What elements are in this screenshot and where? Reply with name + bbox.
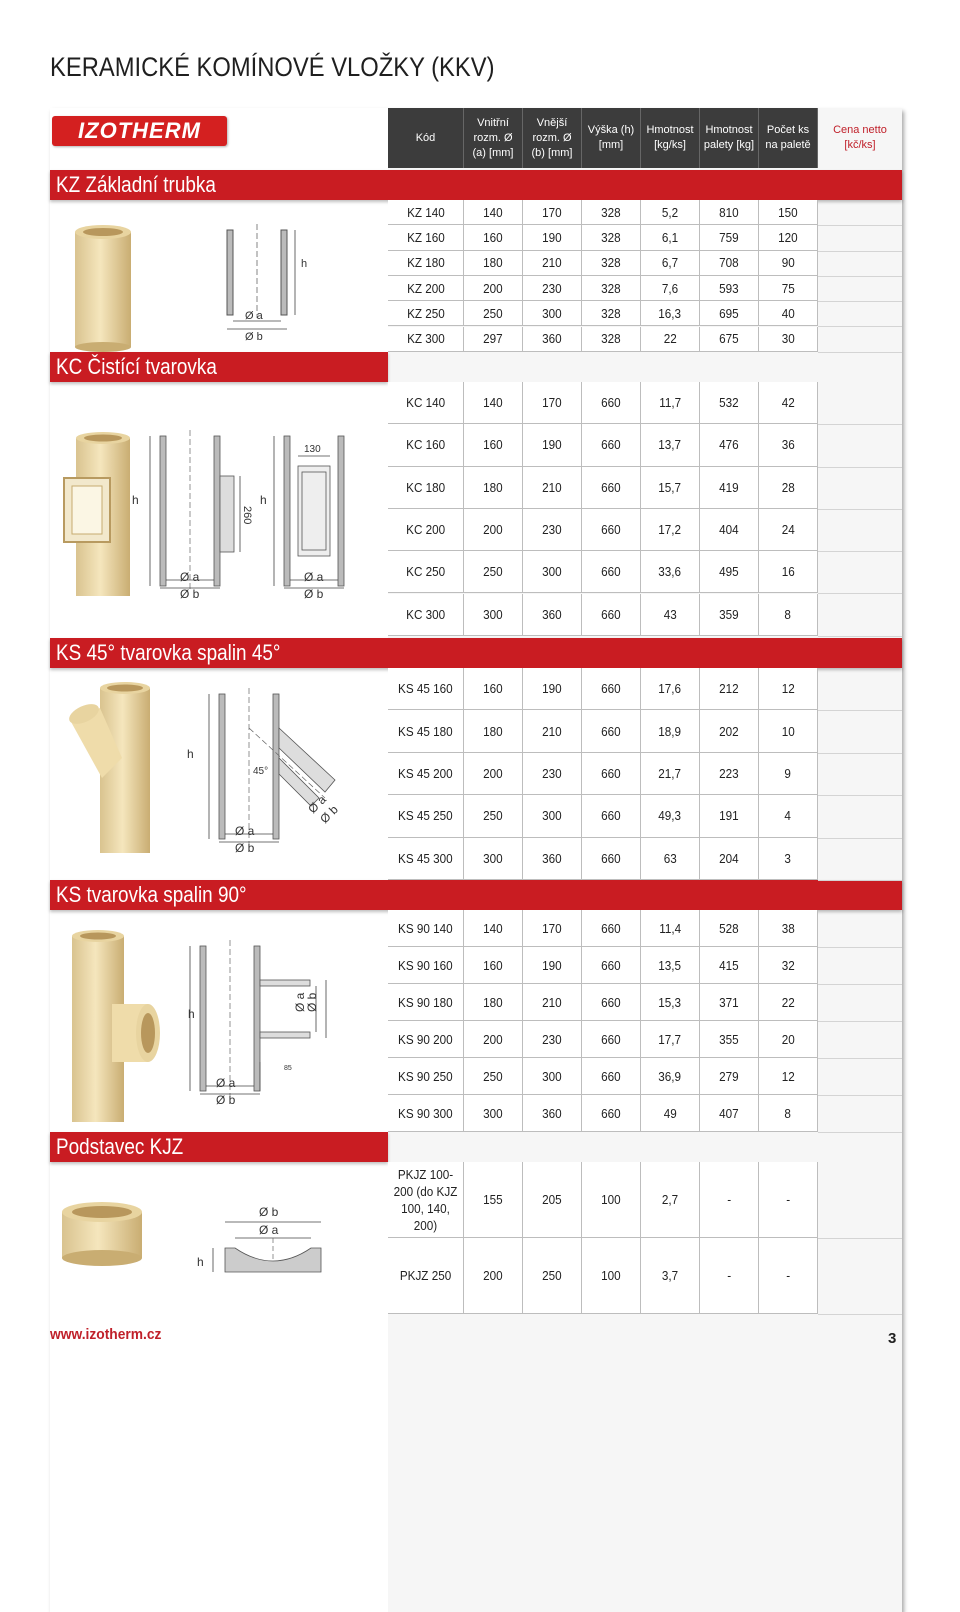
table-cell: 660: [582, 668, 641, 709]
product-code-cell: KS 45 300: [388, 838, 464, 879]
table-cell: 660: [582, 795, 641, 836]
table-cell: 180: [464, 251, 523, 275]
table-cell: 660: [582, 1058, 641, 1094]
product-code-cell: KZ 140: [388, 200, 464, 224]
table-cell: 415: [700, 947, 759, 983]
table-cell: 33,6: [641, 551, 700, 592]
kz-tube-drawing: [215, 222, 315, 342]
table-cell: 660: [582, 382, 641, 423]
svg-text:h: h: [188, 1007, 195, 1021]
column-header: Výška (h) [mm]: [582, 108, 641, 168]
svg-text:Ø b: Ø b: [235, 841, 255, 855]
table-cell: 200: [464, 1238, 523, 1313]
table-cell: 230: [523, 1021, 582, 1057]
product-code-cell: KC 180: [388, 467, 464, 508]
table-cell: 359: [700, 594, 759, 635]
table-cell: 250: [523, 1238, 582, 1313]
kc-fitting-drawing-front: [258, 430, 368, 605]
table-cell: 10: [759, 710, 818, 751]
table-cell: 11,4: [641, 910, 700, 946]
table-cell: 5,2: [641, 200, 700, 224]
table-cell: 24: [759, 509, 818, 550]
svg-text:h: h: [260, 493, 267, 507]
table-row: [388, 301, 818, 326]
table-cell: 328: [582, 225, 641, 249]
table-cell: 250: [464, 301, 523, 325]
table-cell: 38: [759, 910, 818, 946]
price-cell[interactable]: [818, 225, 902, 251]
table-cell: 660: [582, 467, 641, 508]
table-cell: 360: [523, 1095, 582, 1131]
table-cell: 223: [700, 753, 759, 794]
price-cell[interactable]: [818, 327, 902, 353]
svg-text:h: h: [197, 1255, 204, 1269]
svg-text:Ø a: Ø a: [305, 792, 329, 817]
price-cell[interactable]: [818, 1238, 902, 1315]
table-cell: 300: [523, 551, 582, 592]
table-cell: 2,7: [641, 1162, 700, 1237]
table-row: [388, 251, 818, 276]
table-cell: 3,7: [641, 1238, 700, 1313]
column-header: Počet ks na paletě: [759, 108, 818, 168]
table-cell: 17,7: [641, 1021, 700, 1057]
table-cell: 160: [464, 947, 523, 983]
svg-text:Ø b: Ø b: [180, 587, 200, 601]
table-row: [388, 467, 818, 509]
ks90-fitting-drawing: [180, 940, 355, 1120]
table-row: [388, 327, 818, 352]
table-cell: 170: [523, 910, 582, 946]
product-code-cell: KS 90 180: [388, 984, 464, 1020]
table-cell: 660: [582, 594, 641, 635]
table-cell: 17,2: [641, 509, 700, 550]
table-cell: 4: [759, 795, 818, 836]
pkjz-base-photo: [58, 1198, 148, 1278]
price-cell[interactable]: [818, 947, 902, 985]
table-row: [388, 795, 818, 837]
product-code-cell: KZ 180: [388, 251, 464, 275]
kz-tube-photo: [70, 222, 140, 352]
table-cell: 190: [523, 947, 582, 983]
section-title-kc: KC Čistící tvarovka: [56, 354, 217, 379]
table-cell: 708: [700, 251, 759, 275]
svg-text:h: h: [132, 493, 139, 507]
table-cell: 495: [700, 551, 759, 592]
price-cell[interactable]: [818, 594, 902, 637]
table-cell: 675: [700, 327, 759, 351]
product-code-cell: KC 200: [388, 509, 464, 550]
table-cell: 660: [582, 551, 641, 592]
table-row: [388, 1021, 818, 1058]
table-cell: 328: [582, 301, 641, 325]
table-row: [388, 1058, 818, 1095]
table-row: [388, 594, 818, 636]
table-cell: 419: [700, 467, 759, 508]
table-cell: 660: [582, 509, 641, 550]
ks45-fitting-photo: [62, 678, 172, 858]
table-cell: 6,7: [641, 251, 700, 275]
table-row: [388, 1162, 818, 1238]
ks90-fitting-photo: [62, 928, 162, 1128]
table-cell: 250: [464, 551, 523, 592]
svg-text:Ø a: Ø a: [293, 992, 307, 1012]
table-cell: 22: [759, 984, 818, 1020]
product-code-cell: KS 45 180: [388, 710, 464, 751]
table-cell: -: [700, 1162, 759, 1237]
table-cell: 18,9: [641, 710, 700, 751]
table-cell: 180: [464, 984, 523, 1020]
table-cell: 100: [582, 1162, 641, 1237]
table-cell: 30: [759, 327, 818, 351]
table-cell: 155: [464, 1162, 523, 1237]
section-title-ks90: KS tvarovka spalin 90°: [56, 882, 247, 907]
table-cell: 200: [464, 753, 523, 794]
table-cell: 660: [582, 984, 641, 1020]
table-row: [388, 753, 818, 795]
table-cell: 532: [700, 382, 759, 423]
table-cell: 759: [700, 225, 759, 249]
section-title-kz: KZ Základní trubka: [56, 172, 216, 197]
table-cell: 250: [464, 795, 523, 836]
svg-text:Ø b: Ø b: [216, 1093, 236, 1107]
website-link[interactable]: www.izotherm.cz: [50, 1326, 162, 1343]
table-cell: 15,3: [641, 984, 700, 1020]
product-code-cell: PKJZ 250: [388, 1238, 464, 1313]
section-title-ks45: KS 45° tvarovka spalin 45°: [56, 640, 281, 665]
table-cell: 8: [759, 594, 818, 635]
price-header: Cena netto [kč/ks]: [818, 108, 902, 168]
price-cell[interactable]: [818, 1162, 902, 1239]
svg-text:Ø b: Ø b: [304, 587, 324, 601]
table-row: [388, 910, 818, 947]
svg-text:Ø b: Ø b: [245, 331, 263, 342]
table-cell: 360: [523, 838, 582, 879]
svg-text:260: 260: [241, 506, 253, 525]
table-cell: 660: [582, 424, 641, 465]
svg-text:Ø b: Ø b: [317, 802, 341, 827]
table-cell: -: [700, 1238, 759, 1313]
table-cell: 40: [759, 301, 818, 325]
table-cell: 300: [523, 795, 582, 836]
table-cell: 90: [759, 251, 818, 275]
table-header: [388, 108, 818, 168]
svg-text:Ø a: Ø a: [304, 570, 324, 584]
table-cell: 204: [700, 838, 759, 879]
table-cell: 22: [641, 327, 700, 351]
table-cell: 371: [700, 984, 759, 1020]
table-cell: 230: [523, 509, 582, 550]
table-cell: 11,7: [641, 382, 700, 423]
svg-text:130: 130: [304, 444, 321, 455]
table-cell: 279: [700, 1058, 759, 1094]
table-cell: 191: [700, 795, 759, 836]
table-cell: 360: [523, 327, 582, 351]
price-cell[interactable]: [818, 301, 902, 327]
table-cell: 49,3: [641, 795, 700, 836]
table-cell: 15,7: [641, 467, 700, 508]
svg-text:Ø a: Ø a: [245, 310, 263, 322]
table-cell: 210: [523, 710, 582, 751]
price-cell[interactable]: [818, 838, 902, 881]
table-cell: 13,7: [641, 424, 700, 465]
table-row: [388, 1095, 818, 1132]
product-code-cell: KS 45 160: [388, 668, 464, 709]
table-row: [388, 710, 818, 752]
table-cell: 170: [523, 382, 582, 423]
table-cell: -: [759, 1162, 818, 1237]
price-cell[interactable]: [818, 509, 902, 552]
table-cell: 297: [464, 327, 523, 351]
product-code-cell: KZ 250: [388, 301, 464, 325]
table-cell: 140: [464, 382, 523, 423]
price-cell[interactable]: [818, 1095, 902, 1133]
svg-text:Ø a: Ø a: [216, 1076, 236, 1090]
table-cell: 20: [759, 1021, 818, 1057]
table-cell: 300: [464, 594, 523, 635]
table-cell: 355: [700, 1021, 759, 1057]
column-header: Hmotnost [kg/ks]: [641, 108, 700, 168]
product-code-cell: KC 140: [388, 382, 464, 423]
table-cell: 160: [464, 225, 523, 249]
product-code-cell: KS 90 200: [388, 1021, 464, 1057]
svg-text:Ø a: Ø a: [235, 824, 255, 838]
table-cell: 202: [700, 710, 759, 751]
price-cell[interactable]: [818, 382, 902, 425]
table-cell: 100: [582, 1238, 641, 1313]
table-cell: 21,7: [641, 753, 700, 794]
table-cell: 180: [464, 467, 523, 508]
table-cell: 190: [523, 225, 582, 249]
page-title: KERAMICKÉ KOMÍNOVÉ VLOŽKY (KKV): [50, 52, 495, 82]
table-cell: -: [759, 1238, 818, 1313]
table-cell: 250: [464, 1058, 523, 1094]
table-cell: 205: [523, 1162, 582, 1237]
table-cell: 404: [700, 509, 759, 550]
table-cell: 300: [464, 1095, 523, 1131]
price-cell[interactable]: [818, 200, 902, 226]
svg-text:Ø b: Ø b: [305, 992, 319, 1012]
table-cell: 120: [759, 225, 818, 249]
table-row: [388, 551, 818, 593]
table-row: [388, 200, 818, 225]
table-row: [388, 424, 818, 466]
product-code-cell: KZ 200: [388, 276, 464, 300]
table-cell: 660: [582, 710, 641, 751]
table-cell: 32: [759, 947, 818, 983]
table-cell: 160: [464, 424, 523, 465]
product-code-cell: KZ 160: [388, 225, 464, 249]
section-title-pkjz: Podstavec KJZ: [56, 1134, 184, 1159]
table-cell: 210: [523, 251, 582, 275]
table-cell: 810: [700, 200, 759, 224]
table-row: [388, 382, 818, 424]
price-cell[interactable]: [818, 910, 902, 948]
table-cell: 212: [700, 668, 759, 709]
product-code-cell: KS 90 140: [388, 910, 464, 946]
table-cell: 660: [582, 838, 641, 879]
table-cell: 328: [582, 276, 641, 300]
svg-text:45°: 45°: [253, 766, 269, 777]
table-cell: 593: [700, 276, 759, 300]
table-row: [388, 947, 818, 984]
table-cell: 7,6: [641, 276, 700, 300]
table-cell: 660: [582, 910, 641, 946]
table-cell: 230: [523, 276, 582, 300]
kc-fitting-drawing-side: [130, 430, 260, 605]
table-cell: 210: [523, 467, 582, 508]
table-row: [388, 1238, 818, 1314]
table-cell: 230: [523, 753, 582, 794]
table-cell: 140: [464, 200, 523, 224]
table-cell: 6,1: [641, 225, 700, 249]
table-cell: 12: [759, 668, 818, 709]
table-cell: 300: [464, 838, 523, 879]
table-cell: 180: [464, 710, 523, 751]
price-cell[interactable]: [818, 424, 902, 467]
product-code-cell: KC 300: [388, 594, 464, 635]
svg-text:Ø a: Ø a: [180, 570, 200, 584]
price-cell[interactable]: [818, 710, 902, 753]
table-cell: 660: [582, 1095, 641, 1131]
page-number: 3: [888, 1330, 897, 1347]
table-cell: 200: [464, 1021, 523, 1057]
table-cell: 190: [523, 668, 582, 709]
table-cell: 160: [464, 668, 523, 709]
price-cell[interactable]: [818, 984, 902, 1022]
table-cell: 170: [523, 200, 582, 224]
table-cell: 528: [700, 910, 759, 946]
column-header: Vnější rozm. Ø (b) [mm]: [523, 108, 582, 168]
svg-text:h: h: [187, 747, 194, 761]
product-code-cell: KS 45 250: [388, 795, 464, 836]
product-code-cell: KS 90 160: [388, 947, 464, 983]
table-cell: 28: [759, 467, 818, 508]
price-cell[interactable]: [818, 753, 902, 796]
table-cell: 17,6: [641, 668, 700, 709]
price-cell[interactable]: [818, 1058, 902, 1096]
svg-text:Ø b: Ø b: [259, 1205, 279, 1219]
table-cell: 140: [464, 910, 523, 946]
table-cell: 200: [464, 509, 523, 550]
product-code-cell: KZ 300: [388, 327, 464, 351]
table-row: [388, 509, 818, 551]
table-cell: 660: [582, 947, 641, 983]
table-cell: 660: [582, 753, 641, 794]
pkjz-base-drawing: [195, 1198, 345, 1298]
table-cell: 200: [464, 276, 523, 300]
table-cell: 476: [700, 424, 759, 465]
column-header: Kód: [388, 108, 464, 168]
price-cell[interactable]: [818, 251, 902, 277]
izotherm-logo: IZOTHERM: [52, 116, 227, 146]
table-cell: 16: [759, 551, 818, 592]
product-code-cell: KS 90 300: [388, 1095, 464, 1131]
table-row: [388, 838, 818, 880]
table-cell: 360: [523, 594, 582, 635]
table-cell: 407: [700, 1095, 759, 1131]
column-header: Hmotnost palety [kg]: [700, 108, 759, 168]
table-cell: 210: [523, 984, 582, 1020]
table-row: [388, 225, 818, 250]
table-cell: 300: [523, 301, 582, 325]
table-cell: 12: [759, 1058, 818, 1094]
table-cell: 660: [582, 1021, 641, 1057]
price-cell[interactable]: [818, 551, 902, 594]
table-cell: 300: [523, 1058, 582, 1094]
table-cell: 190: [523, 424, 582, 465]
product-code-cell: KC 250: [388, 551, 464, 592]
table-cell: 13,5: [641, 947, 700, 983]
product-code-cell: KS 45 200: [388, 753, 464, 794]
table-row: [388, 276, 818, 301]
price-cell[interactable]: [818, 467, 902, 510]
table-cell: 36,9: [641, 1058, 700, 1094]
table-row: [388, 984, 818, 1021]
svg-text:85: 85: [284, 1065, 292, 1072]
price-cell[interactable]: [818, 668, 902, 711]
table-cell: 328: [582, 327, 641, 351]
table-cell: 63: [641, 838, 700, 879]
product-code-cell: KS 90 250: [388, 1058, 464, 1094]
table-cell: 8: [759, 1095, 818, 1131]
table-cell: 36: [759, 424, 818, 465]
table-cell: 16,3: [641, 301, 700, 325]
table-cell: 150: [759, 200, 818, 224]
table-cell: 43: [641, 594, 700, 635]
column-header: Vnitřní rozm. Ø (a) [mm]: [464, 108, 523, 168]
table-cell: 328: [582, 200, 641, 224]
svg-text:h: h: [301, 258, 308, 270]
table-cell: 3: [759, 838, 818, 879]
price-cell[interactable]: [818, 276, 902, 302]
table-cell: 49: [641, 1095, 700, 1131]
table-row: [388, 668, 818, 710]
ks45-fitting-drawing: [185, 688, 375, 858]
table-cell: 695: [700, 301, 759, 325]
product-code-cell: PKJZ 100-200 (do KJZ 100, 140, 200): [388, 1162, 464, 1237]
price-cell[interactable]: [818, 795, 902, 838]
price-cell[interactable]: [818, 1021, 902, 1059]
svg-text:Ø a: Ø a: [259, 1223, 279, 1237]
table-cell: 328: [582, 251, 641, 275]
table-cell: 9: [759, 753, 818, 794]
table-cell: 42: [759, 382, 818, 423]
product-code-cell: KC 160: [388, 424, 464, 465]
table-cell: 75: [759, 276, 818, 300]
